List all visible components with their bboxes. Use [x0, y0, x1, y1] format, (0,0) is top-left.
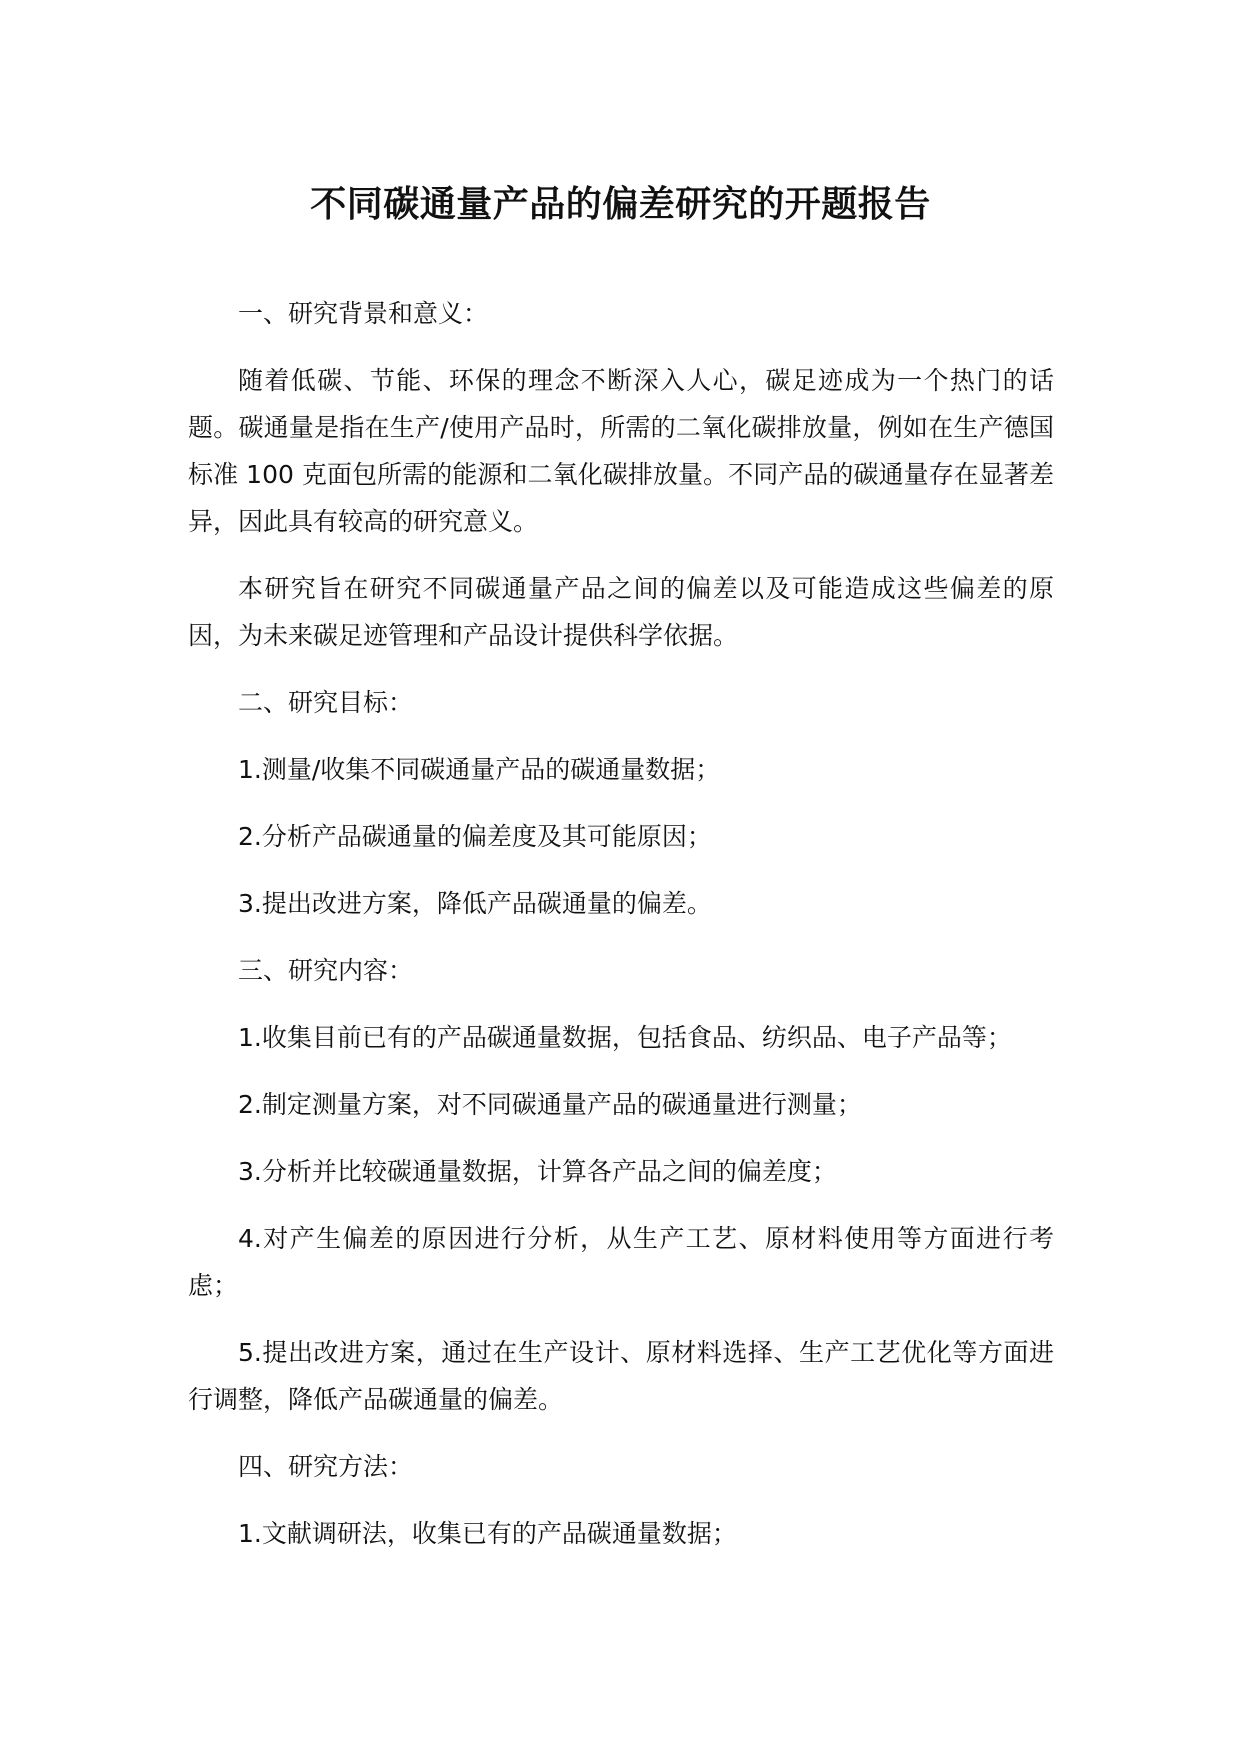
- content-item-2: 2.制定测量方案，对不同碳通量产品的碳通量进行测量；: [238, 1090, 862, 1119]
- document-title: 不同碳通量产品的偏差研究的开题报告: [310, 184, 931, 225]
- section-heading-methods: 四、研究方法：: [238, 1452, 414, 1481]
- content-item-3: 3.分析并比较碳通量数据，计算各产品之间的偏差度；: [238, 1157, 837, 1186]
- section-heading-objectives: 二、研究目标：: [238, 688, 414, 717]
- content-item-5: 5.提出改进方案，通过在生产设计、原材料选择、生产工艺优化等方面进行调整，降低产品碳通量的偏差。: [188, 1338, 1054, 1414]
- section-heading-content: 三、研究内容：: [238, 956, 414, 985]
- objective-item-1: 1.测量/收集不同碳通量产品的碳通量数据；: [238, 755, 721, 784]
- objective-item-2: 2.分析产品碳通量的偏差度及其可能原因；: [238, 822, 712, 851]
- paragraph-background: 随着低碳、节能、环保的理念不断深入人心，碳足迹成为一个热门的话题。碳通量是指在生产/使用产品时，所需的二氧化碳排放量，例如在生产德国标准 100 克面包所需的能源和二氧化碳排放量。不同产品的碳通量存在显著差异，因此具有较高的研究意义。: [188, 366, 1054, 536]
- section-heading-background: 一、研究背景和意义：: [238, 299, 489, 328]
- objective-item-3: 3.提出改进方案，降低产品碳通量的偏差。: [238, 889, 712, 918]
- content-item-4: 4.对产生偏差的原因进行分析，从生产工艺、原材料使用等方面进行考虑；: [188, 1224, 1054, 1300]
- method-item-1: 1.文献调研法，收集已有的产品碳通量数据；: [238, 1519, 737, 1548]
- content-item-1: 1.收集目前已有的产品碳通量数据，包括食品、纺织品、电子产品等；: [238, 1023, 1012, 1052]
- document-body: [188, 290, 1054, 1577]
- paragraph-purpose: 本研究旨在研究不同碳通量产品之间的偏差以及可能造成这些偏差的原因，为未来碳足迹管理和产品设计提供科学依据。: [188, 574, 1054, 650]
